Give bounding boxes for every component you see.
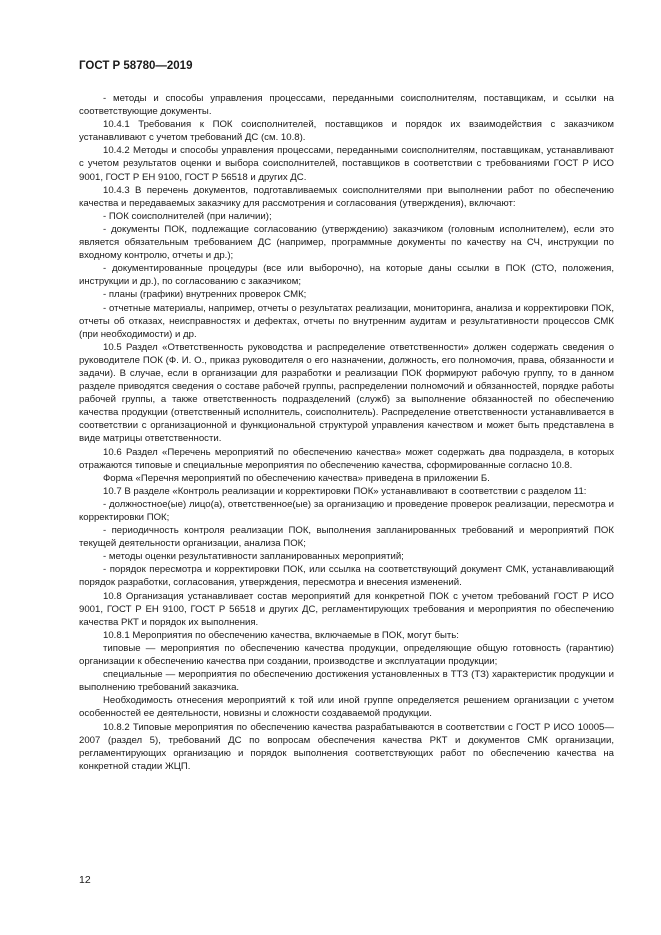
paragraph: 10.4.2 Методы и способы управления процессами, переданными соисполнителям, поставщикам, устанавливают с учетом результатов оценки и выбора соисполнителей, поставщиков в соответствии с требованиями ГОСТ Р ИСО 9001, ГОСТ Р ЕН 9100, ГОСТ Р 56518 и других ДС. — [79, 145, 614, 183]
paragraph: 10.8 Организация устанавливает состав мероприятий для конкретной ПОК с учетом требований ГОСТ Р ИСО 9001, ГОСТ Р ЕН 9100, ГОСТ Р 56518 и других ДС, регламентирующих требования и мероприятия по обеспечению качества РКТ и порядок их выполнения. — [79, 590, 614, 628]
paragraph: Необходимость отнесения мероприятий к той или иной группе определяется решением организации с учетом особенностей ее деятельности, новизны и сложности создаваемой продукции. — [79, 695, 614, 720]
page-number: 12 — [79, 874, 91, 886]
list-item: типовые — мероприятия по обеспечению качества продукции, определяющие общую готовность (гарантию) организации к обеспечению качества при создании, производстве и эксплуатации продукции; — [79, 642, 614, 668]
paragraph: 10.4.1 Требования к ПОК соисполнителей, поставщиков и порядок их взаимодействия с заказчиком устанавливают с учетом требований ДС (см. 10.8). — [79, 119, 614, 144]
list-item: - должностное(ые) лицо(а), ответственное(ые) за организацию и проведение проверок реализации, пересмотра и корректировки ПОК; — [79, 498, 614, 523]
list-item: специальные — мероприятия по обеспечению достижения установленных в ТТЗ (ТЗ) характеристик продукции и выполнению требований заказчика. — [79, 669, 614, 694]
list-item: - порядок пересмотра и корректировки ПОК, или ссылка на соответствующий документ СМК, устанавливающий порядок разработки, согласования, утверждения, пересмотра и внесения изменений. — [79, 564, 614, 589]
list-item: - методы оценки результативности запланированных мероприятий; — [103, 551, 404, 563]
document-header: ГОСТ Р 58780—2019 — [79, 60, 193, 72]
paragraph: Форма «Перечня мероприятий по обеспечению качества» приведена в приложении Б. — [103, 472, 490, 484]
list-item: - отчетные материалы, например, отчеты о результатах реализации, мониторинга, анализа и корректировки ПОК, отчеты об отказах, неисправностях и дефектах, отчеты по внутренним аудитам и результативности процессов СМК (при необходимости) и др. — [79, 302, 614, 340]
paragraph: 10.8.2 Типовые мероприятия по обеспечению качества разрабатываются в соответствии с ГОСТ Р ИСО 10005—2007 (раздел 5), требований ДС по вопросам обеспечения качества РКТ и документов СМК организации, регламентирующих организацию и порядок выполнения соответствующих работ по обеспечению качества на конкретной стадии ЖЦП. — [79, 721, 614, 772]
document-body — [79, 92, 614, 773]
list-item: - периодичность контроля реализации ПОК, выполнения запланированных требований и мероприятий ПОК текущей деятельности организации, анализа ПОК; — [79, 525, 614, 550]
list-item: - планы (графики) внутренних проверок СМК; — [103, 289, 307, 301]
list-item: - документированные процедуры (все или выборочно), на которые даны ссылки в ПОК (СТО, положения, инструкции и др.), по согласованию с заказчиком; — [79, 263, 614, 288]
paragraph: 10.6 Раздел «Перечень мероприятий по обеспечению качества» может содержать два подраздела, в которых отражаются типовые и специальные мероприятия по обеспечению качества, сформированные согласно 10.8. — [79, 446, 614, 471]
paragraph: - методы и способы управления процессами, переданными соисполнителям, поставщикам, и ссылки на соответствующие документы. — [79, 93, 614, 118]
paragraph: 10.4.3 В перечень документов, подготавливаемых соисполнителями при выполнении работ по обеспечению качества и передаваемых заказчику для рассмотрения и согласования (утверждения), включают: — [79, 184, 614, 209]
paragraph: 10.8.1 Мероприятия по обеспечению качества, включаемые в ПОК, могут быть: — [103, 629, 459, 641]
paragraph: 10.7 В разделе «Контроль реализации и корректировки ПОК» устанавливают в соответствии с разделом 11: — [103, 485, 587, 497]
paragraph: 10.5 Раздел «Ответственность руководства и распределение ответственности» должен содержать сведения о руководителе ПОК (Ф. И. О., приказ руководителя о его назначении, должность, его полномочия, права, обязанности и задачи). В случае, если в организации для разработки и реализации ПОК формируют рабочую группу, то в данном разделе приводятся сведения о составе рабочей группы, распределении полномочий и обязанностей, порядке работы рабочей группы, а также ответственность подразделений (служб) за выполнение обязанностей по обеспечению качества продукции (ответственный исполнитель, соисполнитель). Распределение ответственности устанавливается в соответствии с организационной и функциональной структурой управления качеством и может быть представлена в виде матрицы ответственности. — [79, 341, 614, 445]
list-item: - документы ПОК, подлежащие согласованию (утверждению) заказчиком (головным исполнителем), если это является обязательным требованием ДС (например, программные документы по качеству на СЧ, инструкции по входному контролю, отчеты и др.); — [79, 223, 614, 262]
list-item: - ПОК соисполнителей (при наличии); — [103, 210, 272, 222]
